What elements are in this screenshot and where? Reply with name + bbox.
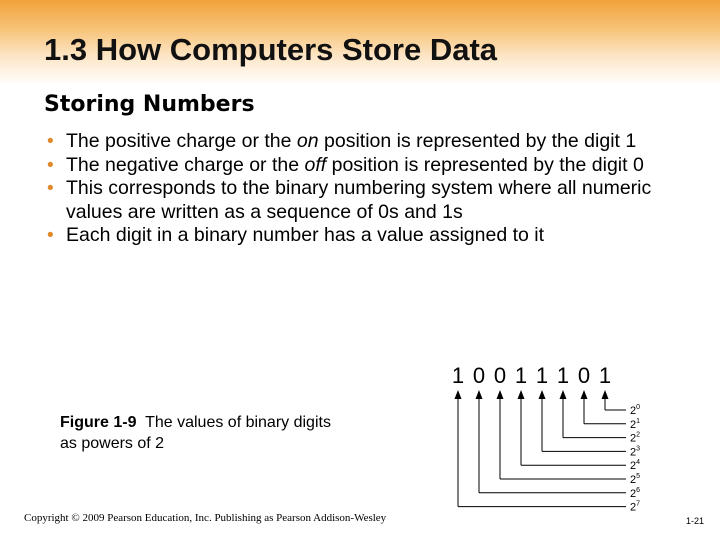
binary-digit: 1 xyxy=(451,363,465,388)
binary-digit: 1 xyxy=(514,363,528,388)
power-label: $2^5$ xyxy=(630,473,641,486)
figure-caption-text: The values of binary digits as powers of 2 xyxy=(60,414,331,452)
figure-label: Figure 1-9 xyxy=(60,414,137,431)
slide-title: 1.3 How Computers Store Data xyxy=(44,32,498,67)
bullet-icon: • xyxy=(47,154,54,176)
bullet-icon: • xyxy=(47,131,54,152)
power-label: $2^2$ xyxy=(630,431,641,445)
bullet-icon: • xyxy=(47,178,54,199)
power-label: $2^7$ xyxy=(630,500,641,514)
power-label: $2^6$ xyxy=(630,486,641,500)
binary-digit: 0 xyxy=(472,363,486,388)
binary-digit: 0 xyxy=(493,363,507,388)
bullet-item: • The negative charge or the off position is represented by the digit 0 xyxy=(47,153,644,176)
arrowhead xyxy=(539,390,546,399)
arrowhead xyxy=(518,390,525,399)
arrowhead xyxy=(602,390,609,399)
binary-digit: 0 xyxy=(577,363,591,388)
arrowhead xyxy=(476,390,483,399)
copyright-notice: Copyright © 2009 Pearson Education, Inc. Publishing as Pearson Addison-Wesley xyxy=(24,512,387,524)
power-label: $2^0$ xyxy=(630,404,641,417)
connector-line xyxy=(605,395,626,410)
arrowhead xyxy=(560,390,567,399)
connector-line xyxy=(521,395,626,465)
binary-digit: 1 xyxy=(556,363,570,388)
connector-line xyxy=(563,395,626,438)
connector-line xyxy=(479,395,626,493)
bullet-icon: • xyxy=(47,225,54,246)
bullet-list xyxy=(44,130,704,248)
arrowhead xyxy=(581,390,588,399)
arrowhead xyxy=(497,390,504,399)
binary-digit: 1 xyxy=(535,363,549,388)
bullet-item: • This corresponds to the binary numbering system where all numeric values are written as a sequence of 0s and 1s xyxy=(47,177,652,223)
page-number: 1-21 xyxy=(686,516,705,526)
bullet-item: • Each digit in a binary number has a value assigned to it xyxy=(47,224,545,246)
figure-caption xyxy=(60,412,340,454)
binary-digit: 1 xyxy=(598,363,612,388)
power-label: $2^4$ xyxy=(630,459,641,473)
bullet-item: • The positive charge or the on position is represented by the digit 1 xyxy=(47,130,637,152)
power-label: $2^1$ xyxy=(630,417,641,431)
section-heading: Storing Numbers xyxy=(44,92,255,117)
power-label: $2^3$ xyxy=(630,445,641,459)
binary-place-value-diagram xyxy=(440,355,670,525)
arrowhead xyxy=(455,390,462,399)
